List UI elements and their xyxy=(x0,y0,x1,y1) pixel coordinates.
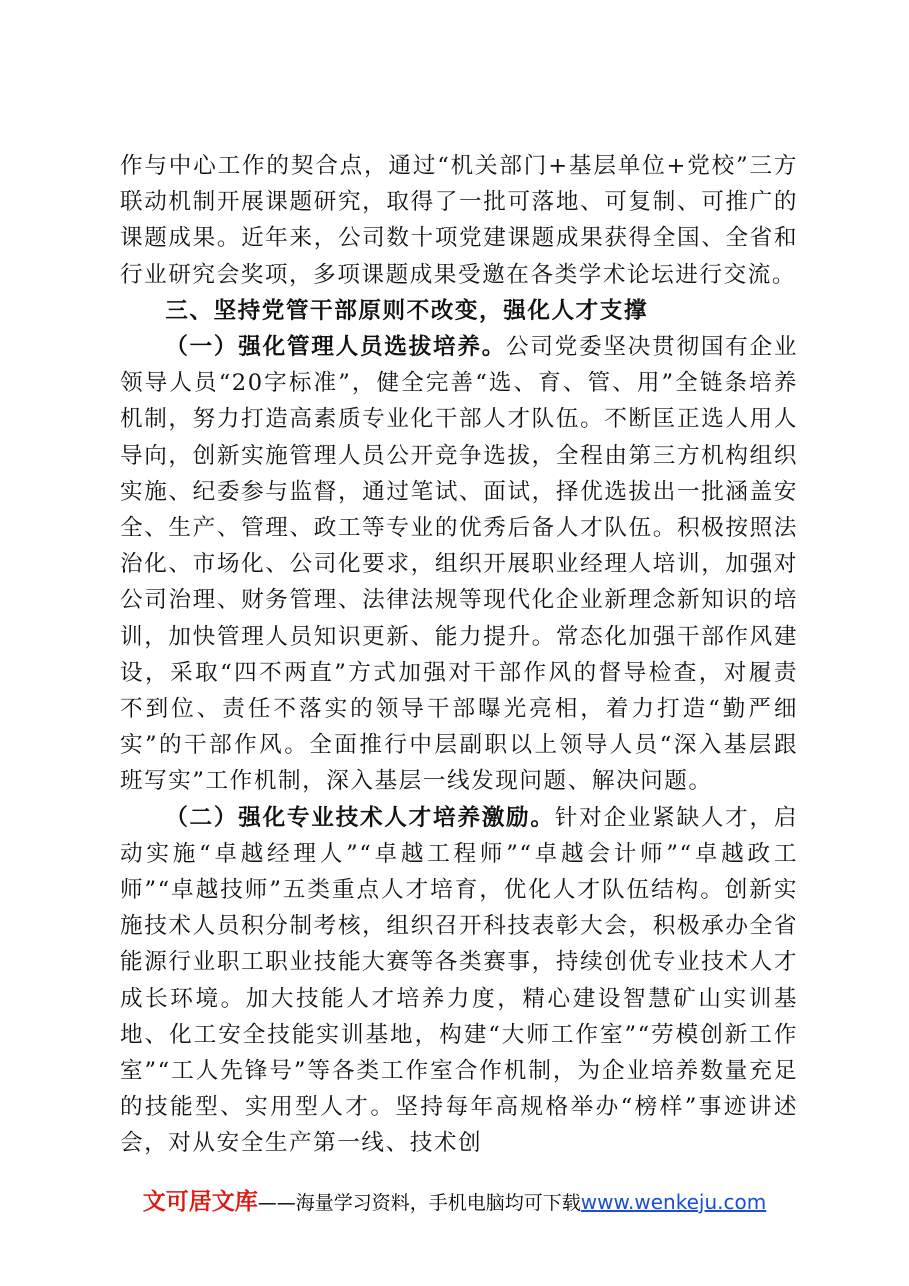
footer-site-link[interactable]: www.wenkeju.com xyxy=(580,1190,767,1214)
paragraph-text: 针对企业紧缺人才，启动实施“卓越经理人”“卓越工程师”“卓越会计师”“卓越政工师”“卓越技师”五类重点人才培育，优化人才队伍结构。创新实施技术人员积分制考核，组织召开科技表彰大会，积极承办全省能源行业职工职业技能大赛等各类赛事，持续创优专业技术人才成长环境。加大技能人才培养力度，精心建设智慧矿山实训基地、化工安全技能实训基地，构建“大师工作室”“劳模创新工作室”“工人先锋号”等各类工作室合作机制，为企业培养数量充足的技能型、实用型人才。坚持每年高规格举办“榜样”事迹讲述会，对从安全生产第一线、技术创 xyxy=(120,804,798,1157)
footer-tagline: ——海量学习资料，手机电脑均可下载 xyxy=(257,1192,581,1214)
section-heading: 三、坚持党管干部原则不改变，强化人才支撑 xyxy=(165,297,649,324)
paragraph-cadre-selection xyxy=(120,329,798,800)
paragraph-talent-incentive xyxy=(120,800,798,1162)
paragraph-continuation: 作与中心工作的契合点，通过“机关部门+基层单位+党校”三方联动机制开展课题研究，取得了一批可落地、可复制、可推广的课题成果。近年来，公司数十项党建课题成果获得全国、全省和行业研究会奖项，多项课题成果受邀在各类学术论坛进行交流。 xyxy=(120,153,798,288)
footer-banner xyxy=(0,1183,909,1216)
subsection-title: （二）强化专业技术人才培养激励。 xyxy=(165,804,555,831)
footer-brand: 文可居文库 xyxy=(142,1189,258,1215)
subsection-title: （一）强化管理人员选拔培养。 xyxy=(165,334,507,361)
paragraph-text: 公司党委坚决贯彻国有企业领导人员“20字标准”，健全完善“选、育、管、用”全链条培养机制，努力打造高素质专业化干部人才队伍。不断匡正选人用人导向，创新实施管理人员公开竞争选拔，全程由第三方机构组织实施、纪委参与监督，通过笔试、面试，择优选拔出一批涵盖安全、生产、管理、政工等专业的优秀后备人才队伍。积极按照法治化、市场化、公司化要求，组织开展职业经理人培训，加强对公司治理、财务管理、法律法规等现代化企业新理念新知识的培训，加快管理人员知识更新、能力提升。常态化加强干部作风建设，采取“四不两直”方式加强对干部作风的督导检查，对履责不到位、责任不落实的领导干部曝光亮相，着力打造“勤严细实”的干部作风。全面推行中层副职以上领导人员“深入基层跟班写实”工作机制，深入基层一线发现问题、解决问题。 xyxy=(120,334,798,795)
document-body xyxy=(120,148,798,1162)
